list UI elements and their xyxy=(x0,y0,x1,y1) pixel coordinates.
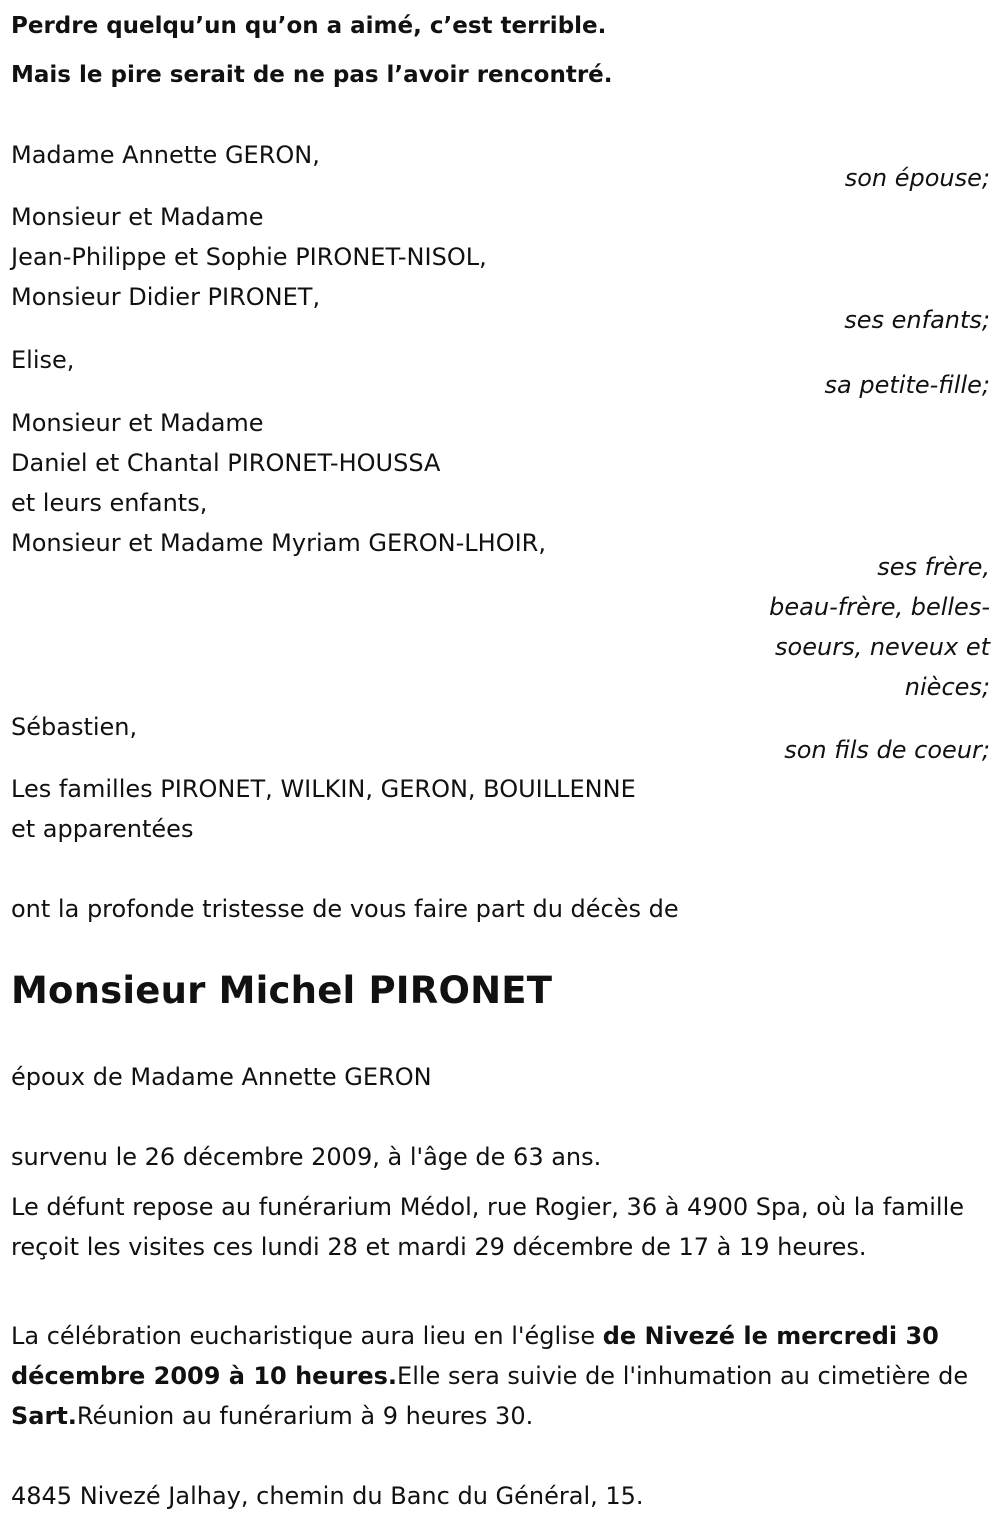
viewing-info: Le défunt repose au funérarium Médol, rue Rogier, 36 à 4900 Spa, où la famille reçoit les visites ces lundi 28 et mardi 29 décembre de 17 à 19 heures. xyxy=(11,1193,965,1261)
children-line-1: Monsieur et Madame xyxy=(11,203,264,231)
ceremony-info xyxy=(11,1316,986,1436)
quote-line-1: Perdre quelqu’un qu’on a aimé, c’est terrible. xyxy=(11,13,607,39)
meeting-info: Réunion au funérarium à 9 heures 30. xyxy=(76,1402,534,1430)
burial-intro: Elle sera suivie de l'inhumation au cimetière de xyxy=(397,1362,969,1390)
siblings-line-1: Monsieur et Madame xyxy=(11,409,264,437)
families-line-1: Les familles PIRONET, WILKIN, GERON, BOUILLENNE xyxy=(11,775,636,803)
announcement: ont la profonde tristesse de vous faire part du décès de xyxy=(11,895,679,923)
siblings-line-2: Daniel et Chantal PIRONET-HOUSSA xyxy=(11,449,441,477)
grandchild-role: sa petite-fille; xyxy=(824,371,990,399)
spouse-of: époux de Madame Annette GERON xyxy=(11,1063,432,1091)
siblings-role-4: nièces; xyxy=(904,673,990,701)
quote-line-2: Mais le pire serait de ne pas l’avoir rencontré. xyxy=(11,62,613,88)
cemetery-name: Sart. xyxy=(11,1402,77,1430)
siblings-role-3: soeurs, neveux et xyxy=(775,633,990,661)
address: 4845 Nivezé Jalhay, chemin du Banc du Général, 15. xyxy=(11,1482,644,1510)
spouse-role: son épouse; xyxy=(844,164,990,192)
siblings-role-1: ses frère, xyxy=(877,553,990,581)
spouse-name: Madame Annette GERON, xyxy=(11,141,320,169)
ceremony-place-date: de Nivezé le mercredi 30 décembre 2009 à 10 heures. xyxy=(11,1322,939,1390)
heart-son-name: Sébastien, xyxy=(11,713,138,741)
children-role: ses enfants; xyxy=(844,306,990,334)
ceremony-intro: La célébration eucharistique aura lieu en l'église xyxy=(11,1322,603,1350)
children-line-2: Jean-Philippe et Sophie PIRONET-NISOL, xyxy=(11,243,487,271)
siblings-line-3: et leurs enfants, xyxy=(11,489,208,517)
heart-son-role: son fils de coeur; xyxy=(784,736,990,764)
grandchild-name: Elise, xyxy=(11,346,75,374)
death-info: survenu le 26 décembre 2009, à l'âge de 63 ans. xyxy=(11,1143,602,1171)
children-line-3: Monsieur Didier PIRONET, xyxy=(11,283,321,311)
deceased-name: Monsieur Michel PIRONET xyxy=(11,969,553,1012)
families-line-2: et apparentées xyxy=(11,815,194,843)
siblings-line-4: Monsieur et Madame Myriam GERON-LHOIR, xyxy=(11,529,546,557)
siblings-role-2: beau-frère, belles- xyxy=(769,593,990,621)
